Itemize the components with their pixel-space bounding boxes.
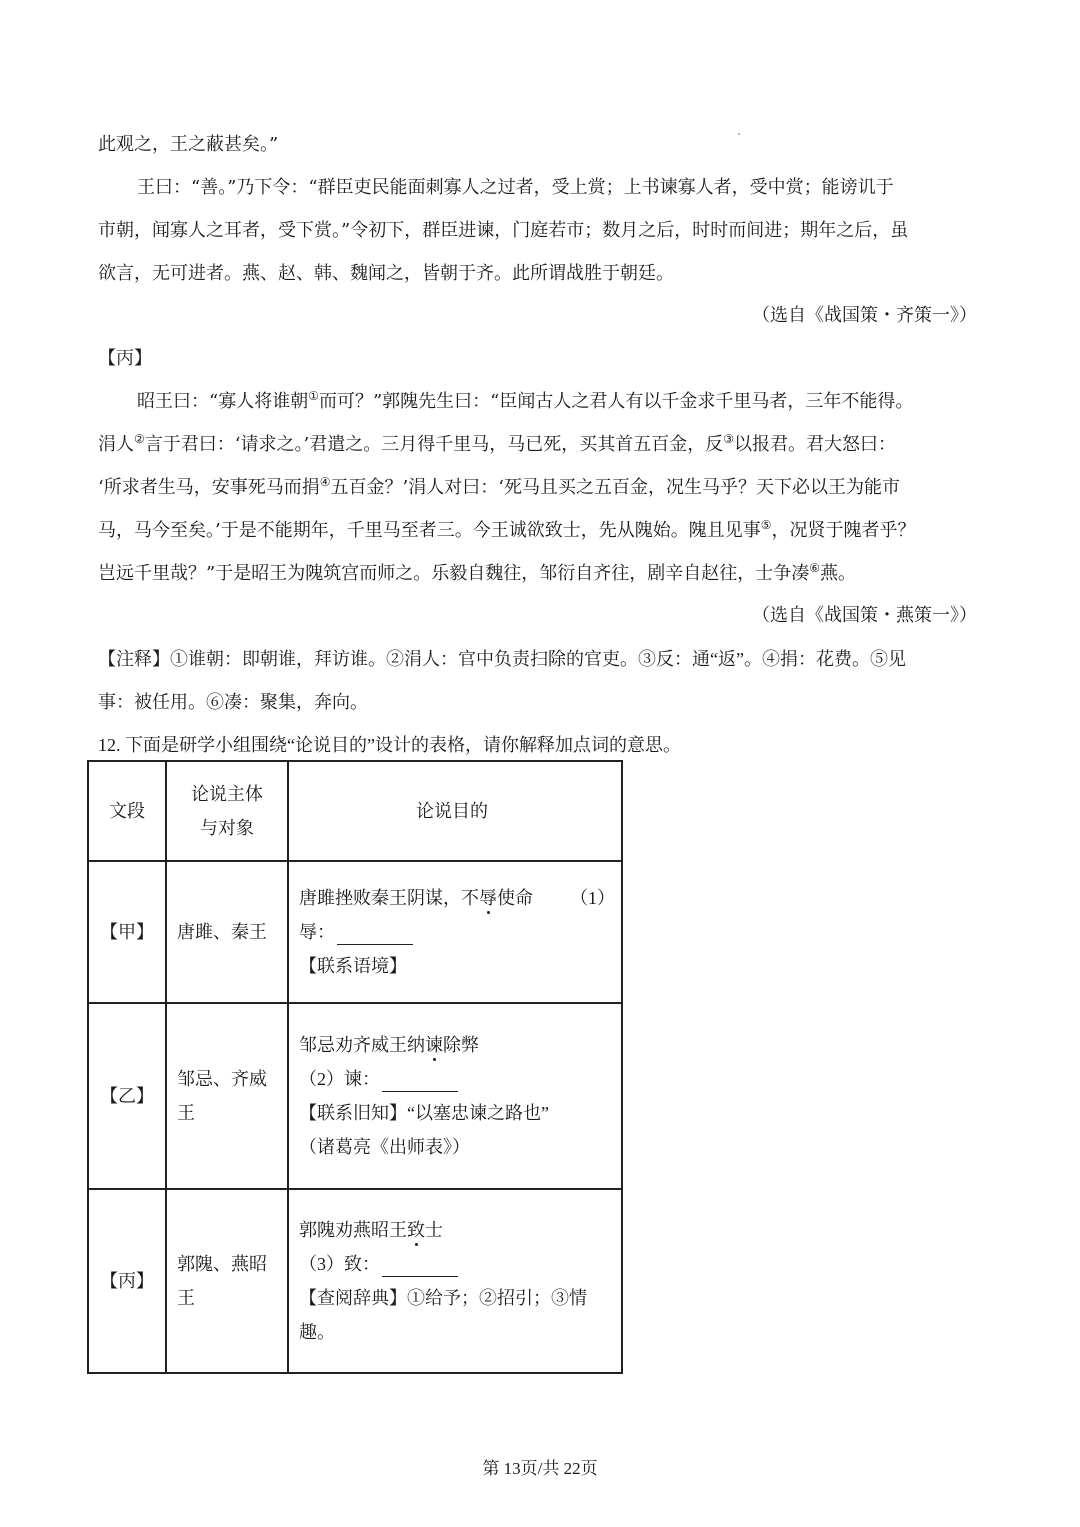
source-citation: （选自《战国策・齐策一》） bbox=[752, 305, 977, 326]
subject-line: 邹忌、齐威 bbox=[177, 1069, 267, 1089]
text-run: 而可？”郭隗先生曰：“臣闻古人之君人有以千金求千里马者，三年不能得。 bbox=[318, 391, 914, 412]
row-section: 【丙】 bbox=[88, 1189, 166, 1373]
text-run: 燕。 bbox=[819, 563, 856, 584]
context-hint: 【联系旧知】“以塞忠谏之路也” bbox=[299, 1103, 549, 1123]
answer-blank[interactable] bbox=[382, 1258, 458, 1277]
text-run: 以报君。君大怒曰： bbox=[733, 434, 896, 455]
text-run: 涓人 bbox=[98, 434, 134, 455]
context-hint: 【联系语境】 bbox=[299, 956, 407, 976]
scan-speck bbox=[738, 133, 740, 135]
answer-line bbox=[299, 1066, 615, 1092]
purpose-line bbox=[299, 885, 615, 911]
text-run: 言于君曰：‘请求之。’君遣之。三月得千里马，马已死，买其首五百金，反 bbox=[144, 434, 724, 455]
subject-line: 王 bbox=[177, 1103, 195, 1123]
notes-line: 【注释】①谁朝：即朝谁，拜访谁。②涓人：官中负责扫除的官吏。③反：通“返”。④捐：花费。⑤见 bbox=[98, 649, 906, 669]
section-heading-bing: 【丙】 bbox=[98, 348, 152, 369]
passage-line bbox=[98, 518, 915, 544]
text-run: （3）致： bbox=[299, 1254, 380, 1274]
table-row bbox=[88, 1189, 622, 1373]
text-run: 除弊 bbox=[443, 1035, 479, 1055]
text-run: 士 bbox=[425, 1220, 443, 1240]
source-citation: （选自《战国策・燕策一》） bbox=[752, 605, 977, 626]
text-run: 使命 bbox=[497, 888, 533, 908]
text-run: 五百金？’涓人对曰：‘死马且买之五百金，况生马乎？天下必以王为能市 bbox=[330, 477, 900, 498]
text-run: 郭隗劝燕昭王 bbox=[299, 1220, 407, 1240]
passage-line: 此观之，王之蔽甚矣。” bbox=[98, 134, 279, 155]
row-section: 【乙】 bbox=[88, 1003, 166, 1189]
text-run: ，况贤于隗者乎？ bbox=[771, 520, 916, 541]
subject-line: 王 bbox=[177, 1288, 195, 1308]
header-purpose: 论说目的 bbox=[288, 761, 622, 861]
header-subject-line: 论说主体 bbox=[191, 784, 263, 804]
answer-table bbox=[87, 760, 623, 1374]
note-marker: ① bbox=[308, 389, 319, 403]
header-subject-line: 与对象 bbox=[200, 818, 254, 838]
context-hint: 【查阅辞典】①给予；②招引；③情 bbox=[299, 1288, 587, 1308]
header-section: 文段 bbox=[88, 761, 166, 861]
purpose-line bbox=[299, 1032, 615, 1058]
passage-line: 王曰：“善。”乃下令：“群臣吏民能面刺寡人之过者，受上赏；上书谏寡人者，受中赏；能谤讥于 bbox=[137, 177, 894, 198]
note-marker: ③ bbox=[723, 432, 734, 446]
text-run: ‘所求者生马，安事死马而捐 bbox=[98, 477, 320, 498]
purpose-line bbox=[299, 1217, 615, 1243]
header-subject bbox=[166, 761, 288, 861]
passage-line: 欲言，无可进者。燕、赵、韩、魏闻之，皆朝于齐。此所谓战胜于朝廷。 bbox=[98, 263, 674, 284]
passage-line: 市朝，闻寡人之耳者，受下赏。”令初下，群臣进谏，门庭若市；数月之后，时时而间进；期年之后，虽 bbox=[98, 220, 909, 241]
answer-blank[interactable] bbox=[337, 926, 413, 945]
context-hint: 趣。 bbox=[299, 1322, 335, 1342]
answer-line bbox=[299, 1251, 615, 1277]
row-purpose bbox=[288, 1003, 622, 1189]
row-purpose bbox=[288, 861, 622, 1003]
row-subject bbox=[166, 1003, 288, 1189]
notes-line: 事：被任用。⑥凑：聚集，奔向。 bbox=[98, 692, 368, 712]
answer-blank[interactable] bbox=[382, 1073, 458, 1092]
question-12: 12. 下面是研学小组围绕“论说目的”设计的表格，请你解释加点词的意思。 bbox=[98, 735, 681, 755]
passage-line bbox=[98, 432, 896, 458]
table-row bbox=[88, 1003, 622, 1189]
table-header-row bbox=[88, 761, 622, 861]
page-footer: 第 13页/共 22页 bbox=[482, 1459, 598, 1478]
row-purpose bbox=[288, 1189, 622, 1373]
dotted-word: 谏 bbox=[425, 1035, 443, 1055]
passage-line bbox=[98, 561, 856, 587]
note-marker: ⑥ bbox=[809, 561, 820, 575]
answer-line bbox=[299, 919, 615, 945]
row-subject: 唐雎、秦王 bbox=[166, 861, 288, 1003]
row-subject bbox=[166, 1189, 288, 1373]
text-run: 辱： bbox=[299, 922, 335, 942]
question-number: （1） bbox=[570, 888, 615, 908]
row-section: 【甲】 bbox=[88, 861, 166, 1003]
note-marker: ② bbox=[134, 432, 145, 446]
passage-line bbox=[137, 389, 913, 415]
table-row bbox=[88, 861, 622, 1003]
context-hint: （诸葛亮《出师表》） bbox=[299, 1137, 470, 1157]
text-run: 唐雎挫败秦王阴谋，不 bbox=[299, 888, 479, 908]
text-run: 马，马今至矣。’于是不能期年，千里马至者三。今王诚欲致士，先从隗始。隗且见事 bbox=[98, 520, 761, 541]
note-marker: ⑤ bbox=[760, 518, 772, 532]
note-marker: ④ bbox=[319, 475, 331, 489]
text-run: （2）谏： bbox=[299, 1069, 380, 1089]
dotted-word: 致 bbox=[407, 1220, 425, 1240]
subject-line: 郭隗、燕昭 bbox=[177, 1254, 267, 1274]
passage-line bbox=[98, 475, 900, 501]
dotted-word: 辱 bbox=[479, 888, 497, 908]
text-run: 邹忌劝齐威王纳 bbox=[299, 1035, 425, 1055]
text-run: 昭王曰：“寡人将谁朝 bbox=[137, 391, 309, 412]
text-run: 岂远千里哉？”于是昭王为隗筑宫而师之。乐毅自魏往，邹衍自齐往，剧辛自赵往，士争凑 bbox=[98, 563, 810, 584]
